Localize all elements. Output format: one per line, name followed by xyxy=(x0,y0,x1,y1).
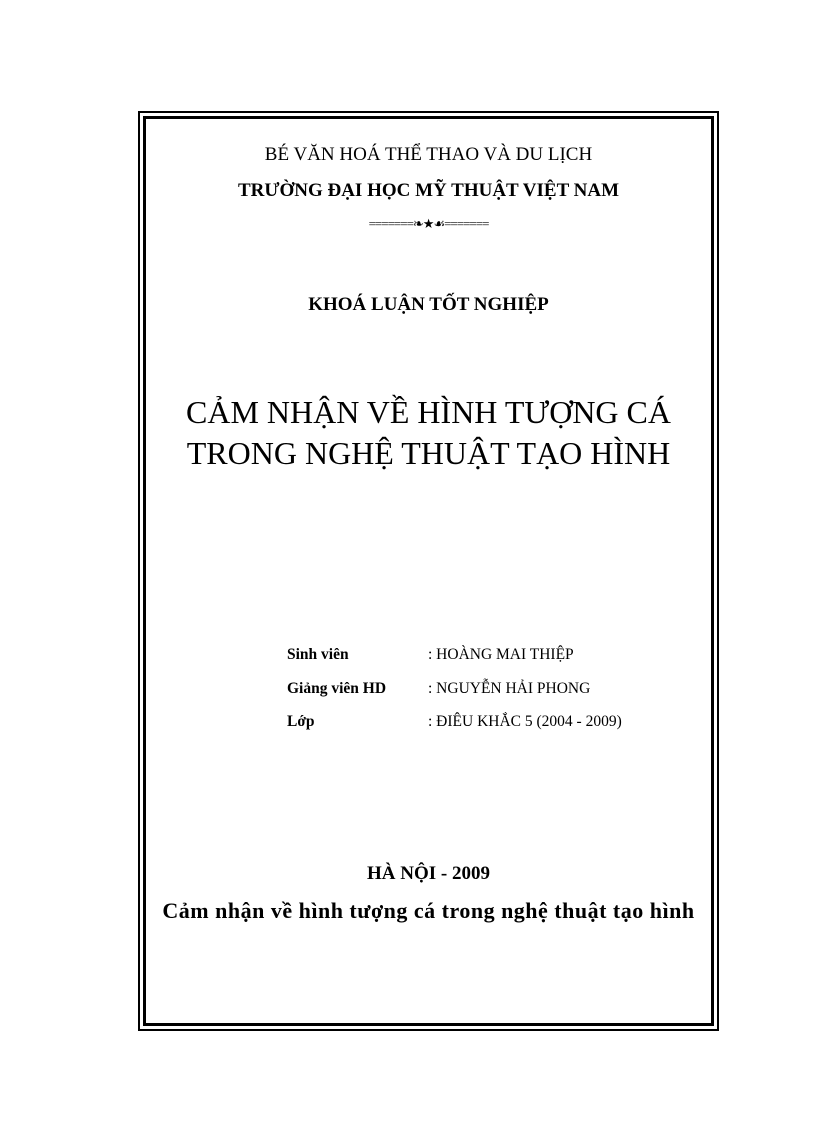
school-name: TRƯỜNG ĐẠI HỌC MỸ THUẬT VIỆT NAM xyxy=(237,180,620,201)
advisor-label: Giảng viên HD xyxy=(287,680,387,697)
thesis-title-line-1: CẢM NHẬN VỀ HÌNH TƯỢNG CÁ xyxy=(186,394,671,430)
document-type: KHOÁ LUẬN TỐT NGHIỆP xyxy=(308,294,549,315)
place-year: HÀ NỘI - 2009 xyxy=(367,863,490,884)
advisor-value: : NGUYỄN HẢI PHONG xyxy=(428,680,591,697)
class-value: : ĐIÊU KHẮC 5 (2004 - 2009) xyxy=(428,713,622,730)
footer-title: Cảm nhận về hình tượng cá trong nghệ thuật tạo hình xyxy=(162,898,695,923)
class-label: Lớp xyxy=(287,713,315,730)
student-value: : HOÀNG MAI THIỆP xyxy=(428,646,574,663)
ministry-name: BÉ VĂN HOÁ THỂ THAO VÀ DU LỊCH xyxy=(264,144,593,165)
thesis-title-line-2: TRONG NGHỆ THUẬT TẠO HÌNH xyxy=(186,435,671,471)
ornament-divider: =======❧★☙======= xyxy=(368,216,489,231)
student-label: Sinh viên xyxy=(287,646,349,663)
page-border-outer xyxy=(138,111,719,1031)
page-border-inner xyxy=(143,116,714,1026)
